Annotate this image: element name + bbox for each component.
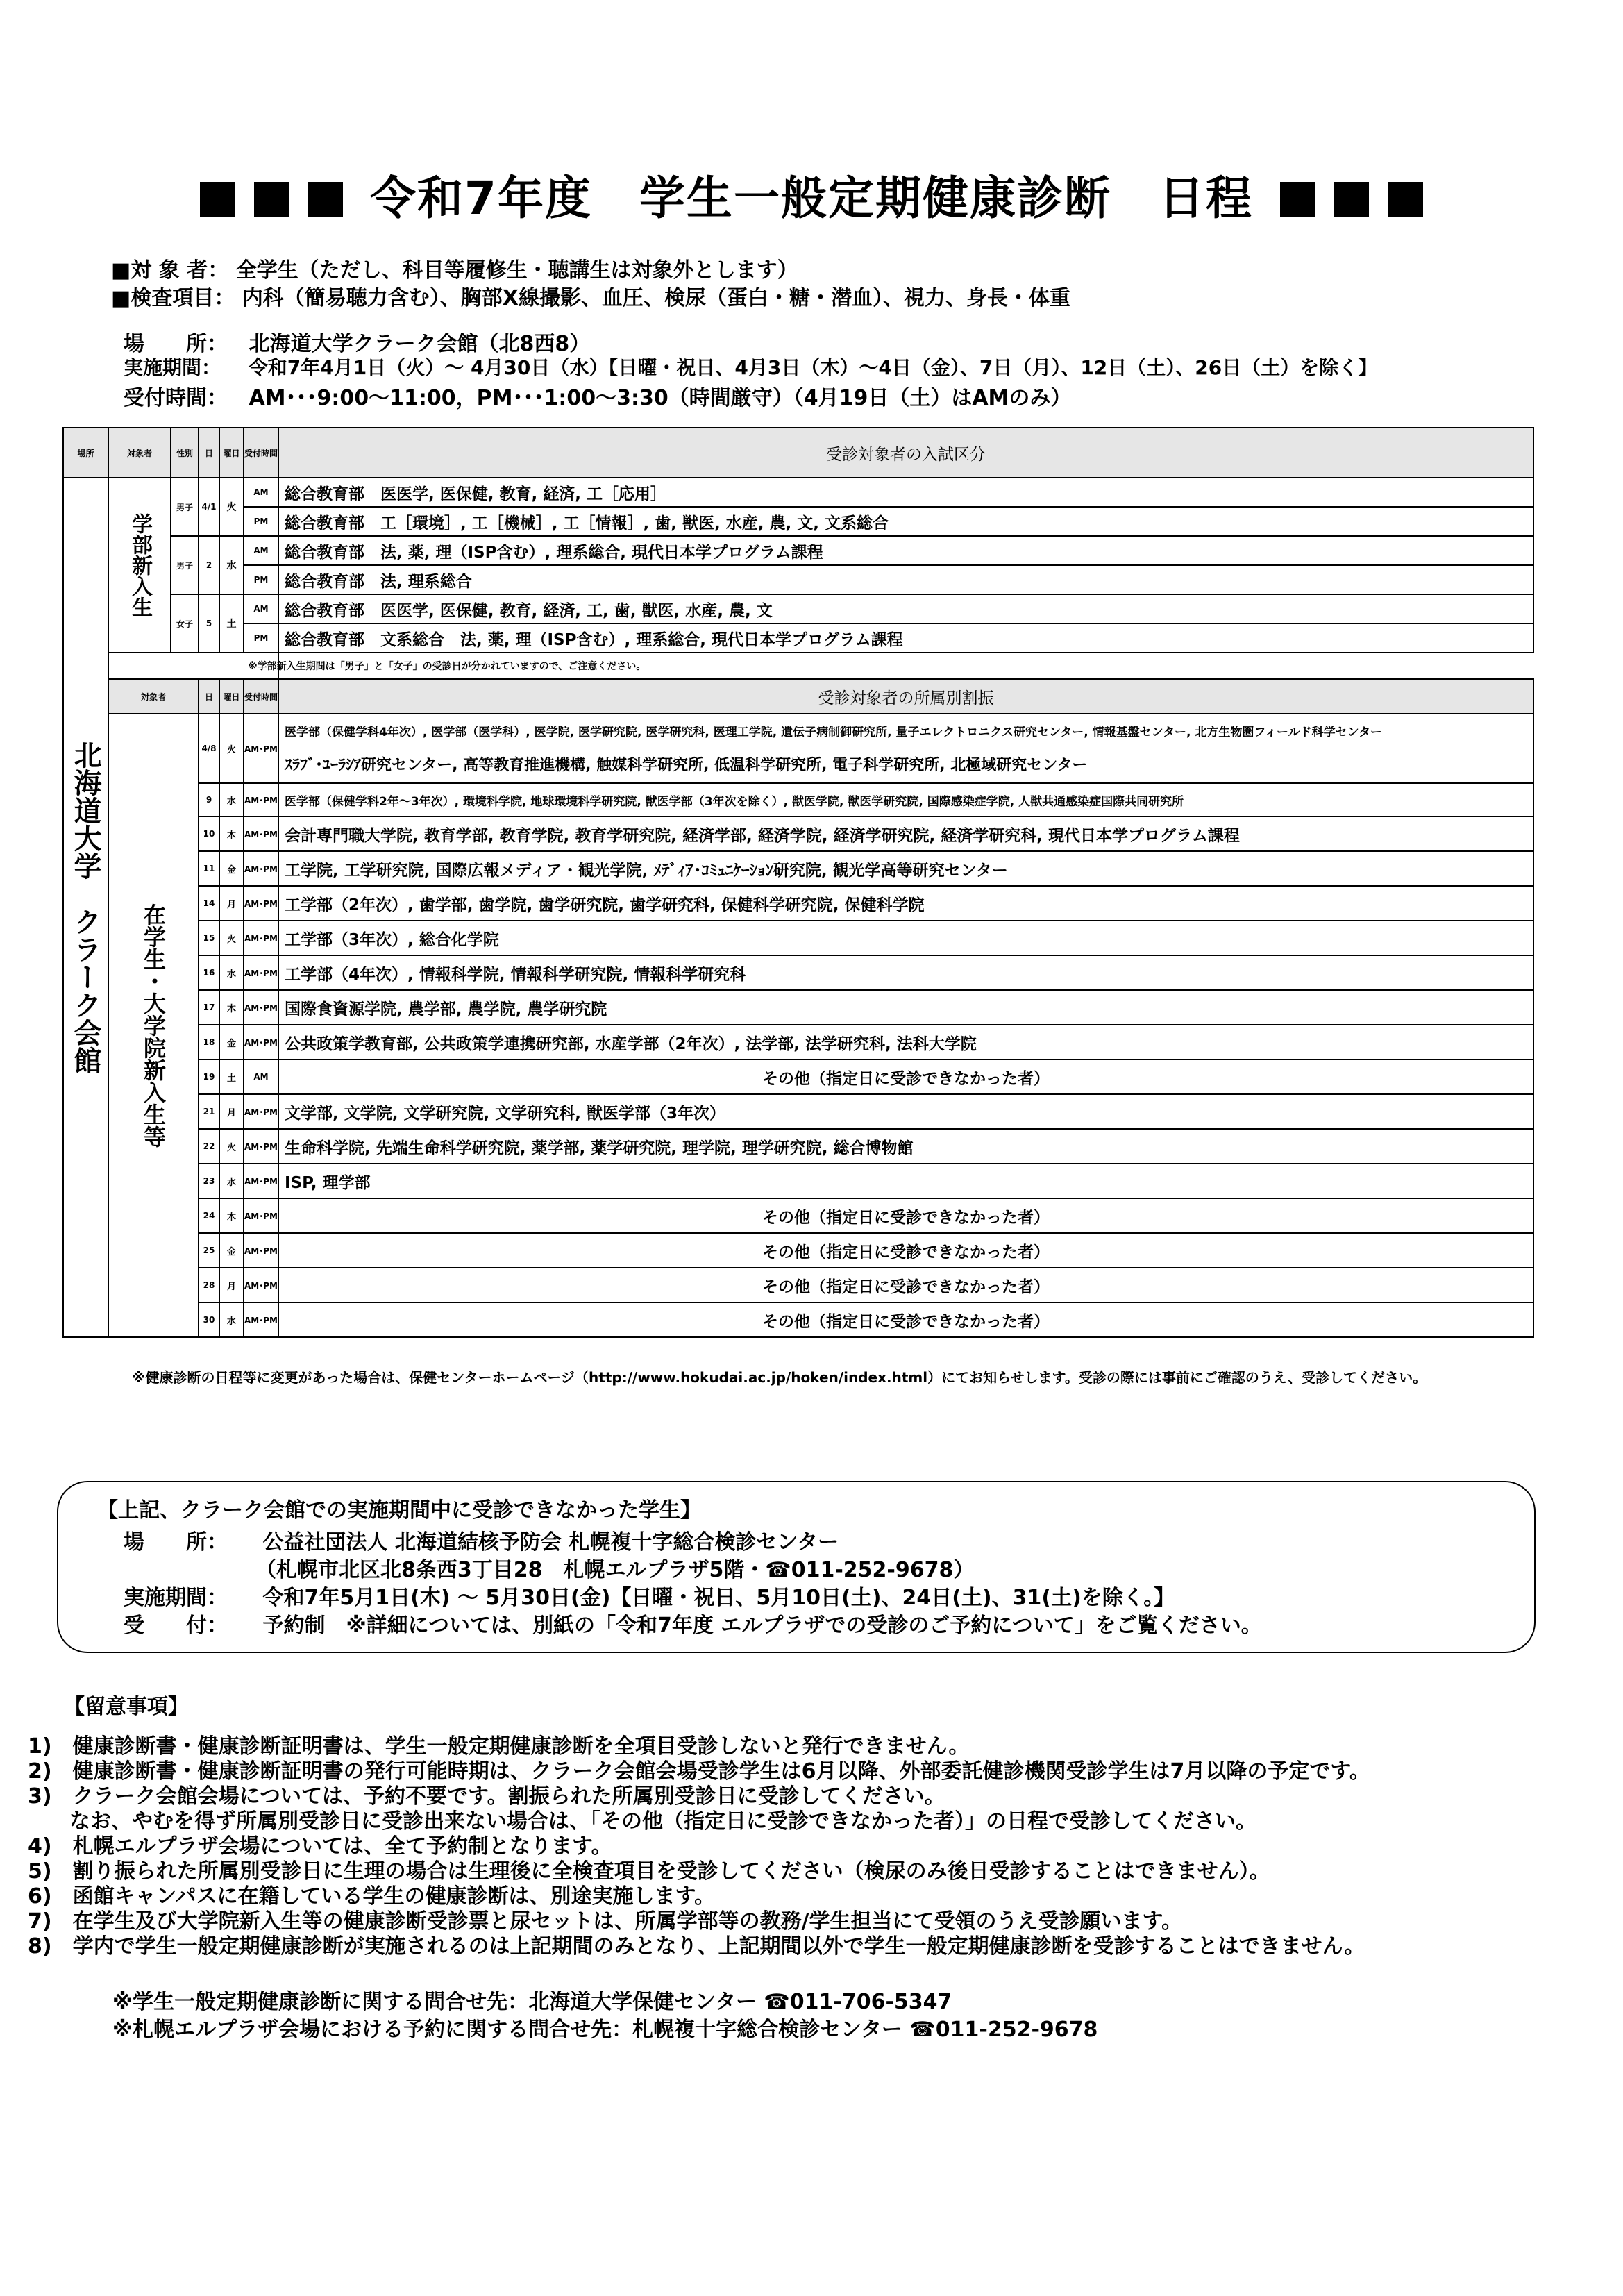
place-value: 北海道大学クラーク会館（北8西8） [249,332,591,356]
faculty-line: ｽﾗﾌﾞ･ﾕｰﾗｼｱ研究センター, 高等教育推進機構, 触媒科学研究所, 低温科学研究所, 電子科学研究所, 北極域研究センター [285,757,1088,774]
weekday-cell: 月 [219,1268,244,1302]
page-title [0,161,1623,227]
group1-name: 学部新入生 [128,513,152,617]
time-cell: AM･PM [244,921,278,955]
time-cell: AM･PM [244,816,278,851]
contact-health-center: ※学生一般定期健康診断に関する問合せ先：北海道大学保健センター ☎011-706-5347 [112,1990,952,2014]
faculty-cell: その他（指定日に受診できなかった者） [278,1059,1533,1094]
table-row [63,1268,1533,1302]
faculty-cell: その他（指定日に受診できなかった者） [278,1233,1533,1268]
table-header-row-2 [63,679,1533,714]
sex-cell: 男子 [171,536,199,594]
time-cell: AM･PM [244,1129,278,1164]
faculty-cell: ISP, 理学部 [278,1164,1533,1198]
period-line [124,353,1377,380]
time-cell: AM･PM [244,1164,278,1198]
day-cell: 9 [199,783,219,816]
box-period-value: 令和7年5月1日(木) ～ 5月30日(金)【日曜・祝日、5月10日(土)、24日(土)、31(土)を除く。】 [262,1586,1175,1610]
day-cell: 22 [199,1129,219,1164]
box-reception-line [124,1608,1262,1639]
time-cell: AM･PM [244,1094,278,1129]
box-reception-label: 受 付： [124,1614,228,1638]
box-place-line [124,1525,839,1555]
time-cell: AM･PM [244,714,278,783]
target-label: ■対 象 者： [111,258,229,283]
table-row [63,1094,1533,1129]
weekday-cell: 月 [219,886,244,921]
time-cell: AM･PM [244,990,278,1025]
note-item: なお、やむを得ず所属別受診日に受診出来ない場合は、「その他（指定日に受診できなかった者）」の日程で受診してください。 [28,1809,1256,1834]
table-row [63,1025,1533,1059]
gender-note: ※学部新入生期間は「男子」と「女子」の受診日が分かれていますので、ご注意ください。 [108,653,278,679]
day-cell: 2 [199,536,219,594]
table-row [63,886,1533,921]
weekday-cell: 火 [219,714,244,783]
note-item: 6) 函館キャンパスに在籍している学生の健康診断は、別途実施します。 [28,1884,716,1909]
note-item: 3) クラーク会館会場については、予約不要です。割振られた所属別受診日に受診してください。 [28,1784,945,1809]
time-label: 受付時間： [124,386,228,410]
target-value: 全学生（ただし、科目等履修生・聴講生は対象外とします） [235,258,798,283]
day-cell: 19 [199,1059,219,1094]
table-row [63,921,1533,955]
items-label: ■検査項目： [111,286,235,310]
contact-elplaza: ※札幌エルプラザ会場における予約に関する問合せ先：札幌複十字総合検診センター ☎011-252-9678 [112,2018,1098,2042]
table-row [63,714,1533,783]
table-row [63,851,1533,886]
day-cell: 18 [199,1025,219,1059]
day-cell: 11 [199,851,219,886]
weekday-cell: 水 [219,783,244,816]
day-cell: 10 [199,816,219,851]
table-row [63,1059,1533,1094]
time-cell: PM [244,507,278,536]
faculty-cell: 総合教育部 法, 理系総合 [278,565,1533,594]
faculty-cell: 総合教育部 工［環境］, 工［機械］, 工［情報］, 歯, 獣医, 水産, 農, 文, 文系総合 [278,507,1533,536]
note-item: 1) 健康診断書・健康診断証明書は、学生一般定期健康診断を全項目受診しないと発行できません。 [28,1734,970,1759]
table-row [63,478,1533,507]
table-row [63,816,1533,851]
header-place: 場所 [63,428,108,478]
faculty-cell: 工学部（2年次）, 歯学部, 歯学院, 歯学研究院, 歯学研究科, 保健科学研究院, 保健科学院 [278,886,1533,921]
place-name: 北海道大学 クラーク会館 [69,741,101,1074]
place-cell [63,478,108,1337]
period-label: 実施期間： [124,356,221,379]
day-cell: 23 [199,1164,219,1198]
faculty-cell: 国際食資源学院, 農学部, 農学院, 農学研究院 [278,990,1533,1025]
faculty-cell: 総合教育部 医医学, 医保健, 教育, 経済, 工［応用］ [278,478,1533,507]
table-row [63,990,1533,1025]
notes-title: 【留意事項】 [64,1695,189,1719]
weekday-cell: 木 [219,816,244,851]
faculty-cell: 工学部（4年次）, 情報科学院, 情報科学研究院, 情報科学研究科 [278,955,1533,990]
faculty-cell: 会計専門職大学院, 教育学部, 教育学院, 教育学研究院, 経済学部, 経済学院, 経済学研究院, 経済学研究科, 現代日本学プログラム課程 [278,816,1533,851]
weekday-cell: 火 [219,478,244,536]
weekday-cell: 水 [219,955,244,990]
day-cell: 16 [199,955,219,990]
header2-day: 日 [199,679,219,714]
weekday-cell: 火 [219,1129,244,1164]
square-icon [308,182,343,217]
faculty-cell: 公共政策学教育部, 公共政策学連携研究部, 水産学部（2年次）, 法学部, 法学研究科, 法科大学院 [278,1025,1533,1059]
time-cell: AM･PM [244,955,278,990]
day-cell: 15 [199,921,219,955]
day-cell: 5 [199,594,219,653]
faculty-cell: 生命科学院, 先端生命科学研究院, 薬学部, 薬学研究院, 理学院, 理学研究院, 総合博物館 [278,1129,1533,1164]
day-cell: 17 [199,990,219,1025]
box-heading: 【上記、クラーク会館での実施期間中に受診できなかった学生】 [97,1498,701,1523]
sex-cell: 男子 [171,478,199,536]
title-text: 令和7年度 学生一般定期健康診断 日程 [370,171,1253,225]
header-target: 対象者 [108,428,171,478]
table-row [63,623,1533,653]
sex-cell: 女子 [171,594,199,653]
faculty-cell: その他（指定日に受診できなかった者） [278,1198,1533,1233]
header2-main: 受診対象者の所属別割振 [278,679,1533,714]
time-cell: PM [244,565,278,594]
time-cell: AM･PM [244,1233,278,1268]
table-row [63,1164,1533,1198]
faculty-cell: 工学院, 工学研究院, 国際広報メディア・観光学院, ﾒﾃﾞｨｱ･ｺﾐｭﾆｹｰｼｮﾝ研究院, 観光学高等研究センター [278,851,1533,886]
items-line [111,280,1070,311]
table-row [63,1129,1533,1164]
day-cell: 21 [199,1094,219,1129]
table-row [63,955,1533,990]
faculty-cell [278,714,1533,783]
header-sex: 性別 [171,428,199,478]
table-row [63,1302,1533,1337]
time-cell: PM [244,623,278,653]
day-cell: 4/1 [199,478,219,536]
time-cell: AM･PM [244,1198,278,1233]
square-icon [254,182,289,217]
faculty-cell: その他（指定日に受診できなかった者） [278,1268,1533,1302]
day-cell: 4/8 [199,714,219,783]
weekday-cell: 水 [219,536,244,594]
day-cell: 25 [199,1233,219,1268]
group2-cell [108,714,199,1337]
note-item: 4) 札幌エルプラザ会場については、全て予約制となります。 [28,1834,612,1859]
time-value: AM･･･9:00～11:00，PM･･･1:00～3:30（時間厳守）（4月19日（土）はAMのみ） [249,386,1072,410]
period-value: 令和7年4月1日（火）～ 4月30日（水）【日曜・祝日、4月3日（木）～4日（金）、7日（月）、12日（土）、26日（土）を除く】 [248,356,1378,379]
header-day: 日 [199,428,219,478]
header-main: 受診対象者の入試区分 [278,428,1533,478]
weekday-cell: 水 [219,1164,244,1198]
note-item: 8) 学内で学生一般定期健康診断が実施されるのは上記期間のみとなり、上記期間以外で学生一般定期健康診断を受診することはできません。 [28,1934,1365,1959]
group2-name: 在学生・大学院新入生等 [140,903,167,1148]
day-cell: 28 [199,1268,219,1302]
faculty-cell: 総合教育部 法, 薬, 理（ISP含む）, 理系総合, 現代日本学プログラム課程 [278,536,1533,565]
note-row [63,653,1533,679]
weekday-cell: 金 [219,1233,244,1268]
time-line [124,380,1071,411]
time-cell: AM [244,536,278,565]
table-row [63,507,1533,536]
box-reception-value: 予約制 ※詳細については、別紙の「令和7年度 エルプラザでの受診のご予約について」をご覧ください。 [262,1614,1262,1638]
note-item: 2) 健康診断書・健康診断証明書の発行可能時期は、クラーク会館会場受診学生は6月以降、外部委託健診機関受診学生は7月以降の予定です。 [28,1759,1370,1784]
square-icon [200,182,235,217]
table-row [63,1233,1533,1268]
time-cell: AM･PM [244,783,278,816]
weekday-cell: 土 [219,1059,244,1094]
change-notice: ※健康診断の日程等に変更があった場合は、保健センターホームページ（http://www.hokudai.ac.jp/hoken/index.html）にてお知らせします。受診の際には事前にご確認のうえ、受診してください。 [132,1369,1427,1386]
square-icon [1280,182,1315,217]
faculty-line: 医学部（保健学科4年次）, 医学部（医学科）, 医学院, 医学研究院, 医学研究科, 医理工学院, 遺伝子病制御研究所, 量子エレクトロニクス研究センター, 情報基盤センター, 北方生物圏フィールド科学センター [285,726,1382,739]
header2-weekday: 曜日 [219,679,244,714]
time-cell: AM･PM [244,1025,278,1059]
box-place-label: 場 所： [124,1530,228,1555]
group1-cell [108,478,171,653]
weekday-cell: 月 [219,1094,244,1129]
faculty-cell: 医学部（保健学科2年～3年次）, 環境科学院, 地球環境科学研究院, 獣医学部（3年次を除く）, 獣医学院, 獣医学研究院, 国際感染症学院, 人獣共通感染症国際共同研究所 [278,783,1533,816]
note-item: 7) 在学生及び大学院新入生等の健康診断受診票と尿セットは、所属学部等の教務/学生担当にて受領のうえ受診願います。 [28,1909,1183,1934]
table-row [63,783,1533,816]
faculty-cell: 工学部（3年次）, 総合化学院 [278,921,1533,955]
faculty-cell: 総合教育部 医医学, 医保健, 教育, 経済, 工, 歯, 獣医, 水産, 農, 文 [278,594,1533,623]
day-cell: 14 [199,886,219,921]
weekday-cell: 木 [219,990,244,1025]
table-row [63,594,1533,623]
table-row [63,565,1533,594]
day-cell: 24 [199,1198,219,1233]
box-address: （札幌市北区北8条西3丁目28 札幌エルプラザ5階・☎011-252-9678） [255,1558,975,1582]
faculty-cell: 文学部, 文学院, 文学研究院, 文学研究科, 獣医学部（3年次） [278,1094,1533,1129]
weekday-cell: 金 [219,851,244,886]
header2-target: 対象者 [108,679,199,714]
time-cell: AM･PM [244,886,278,921]
place-label: 場 所： [124,332,228,356]
note-item: 5) 割り振られた所属別受診日に生理の場合は生理後に全検査項目を受診してください（検尿のみ後日受診することはできません）。 [28,1859,1270,1884]
items-value: 内科（簡易聴力含む）、胸部X線撮影、血圧、検尿（蛋白・糖・潜血）、視力、身長・体重 [242,286,1070,310]
table-row [63,1198,1533,1233]
table-row [63,536,1533,565]
day-cell: 30 [199,1302,219,1337]
box-place-value: 公益社団法人 北海道結核予防会 札幌複十字総合検診センター [262,1530,839,1555]
box-period-line [124,1580,1175,1611]
box-period-label: 実施期間： [124,1586,228,1610]
time-cell: AM [244,594,278,623]
table-header-row [63,428,1533,478]
square-icon [1334,182,1369,217]
square-icon [1388,182,1423,217]
weekday-cell: 土 [219,594,244,653]
faculty-cell: 総合教育部 文系総合 法, 薬, 理（ISP含む）, 理系総合, 現代日本学プログラム課程 [278,623,1533,653]
time-cell: AM [244,1059,278,1094]
header2-time: 受付時間 [244,679,278,714]
time-cell: AM [244,478,278,507]
time-cell: AM･PM [244,851,278,886]
target-line [111,253,798,283]
weekday-cell: 金 [219,1025,244,1059]
weekday-cell: 火 [219,921,244,955]
time-cell: AM･PM [244,1268,278,1302]
time-cell: AM･PM [244,1302,278,1337]
faculty-cell: その他（指定日に受診できなかった者） [278,1302,1533,1337]
weekday-cell: 水 [219,1302,244,1337]
header-time: 受付時間 [244,428,278,478]
weekday-cell: 木 [219,1198,244,1233]
header-weekday: 曜日 [219,428,244,478]
schedule-table [62,427,1534,1338]
